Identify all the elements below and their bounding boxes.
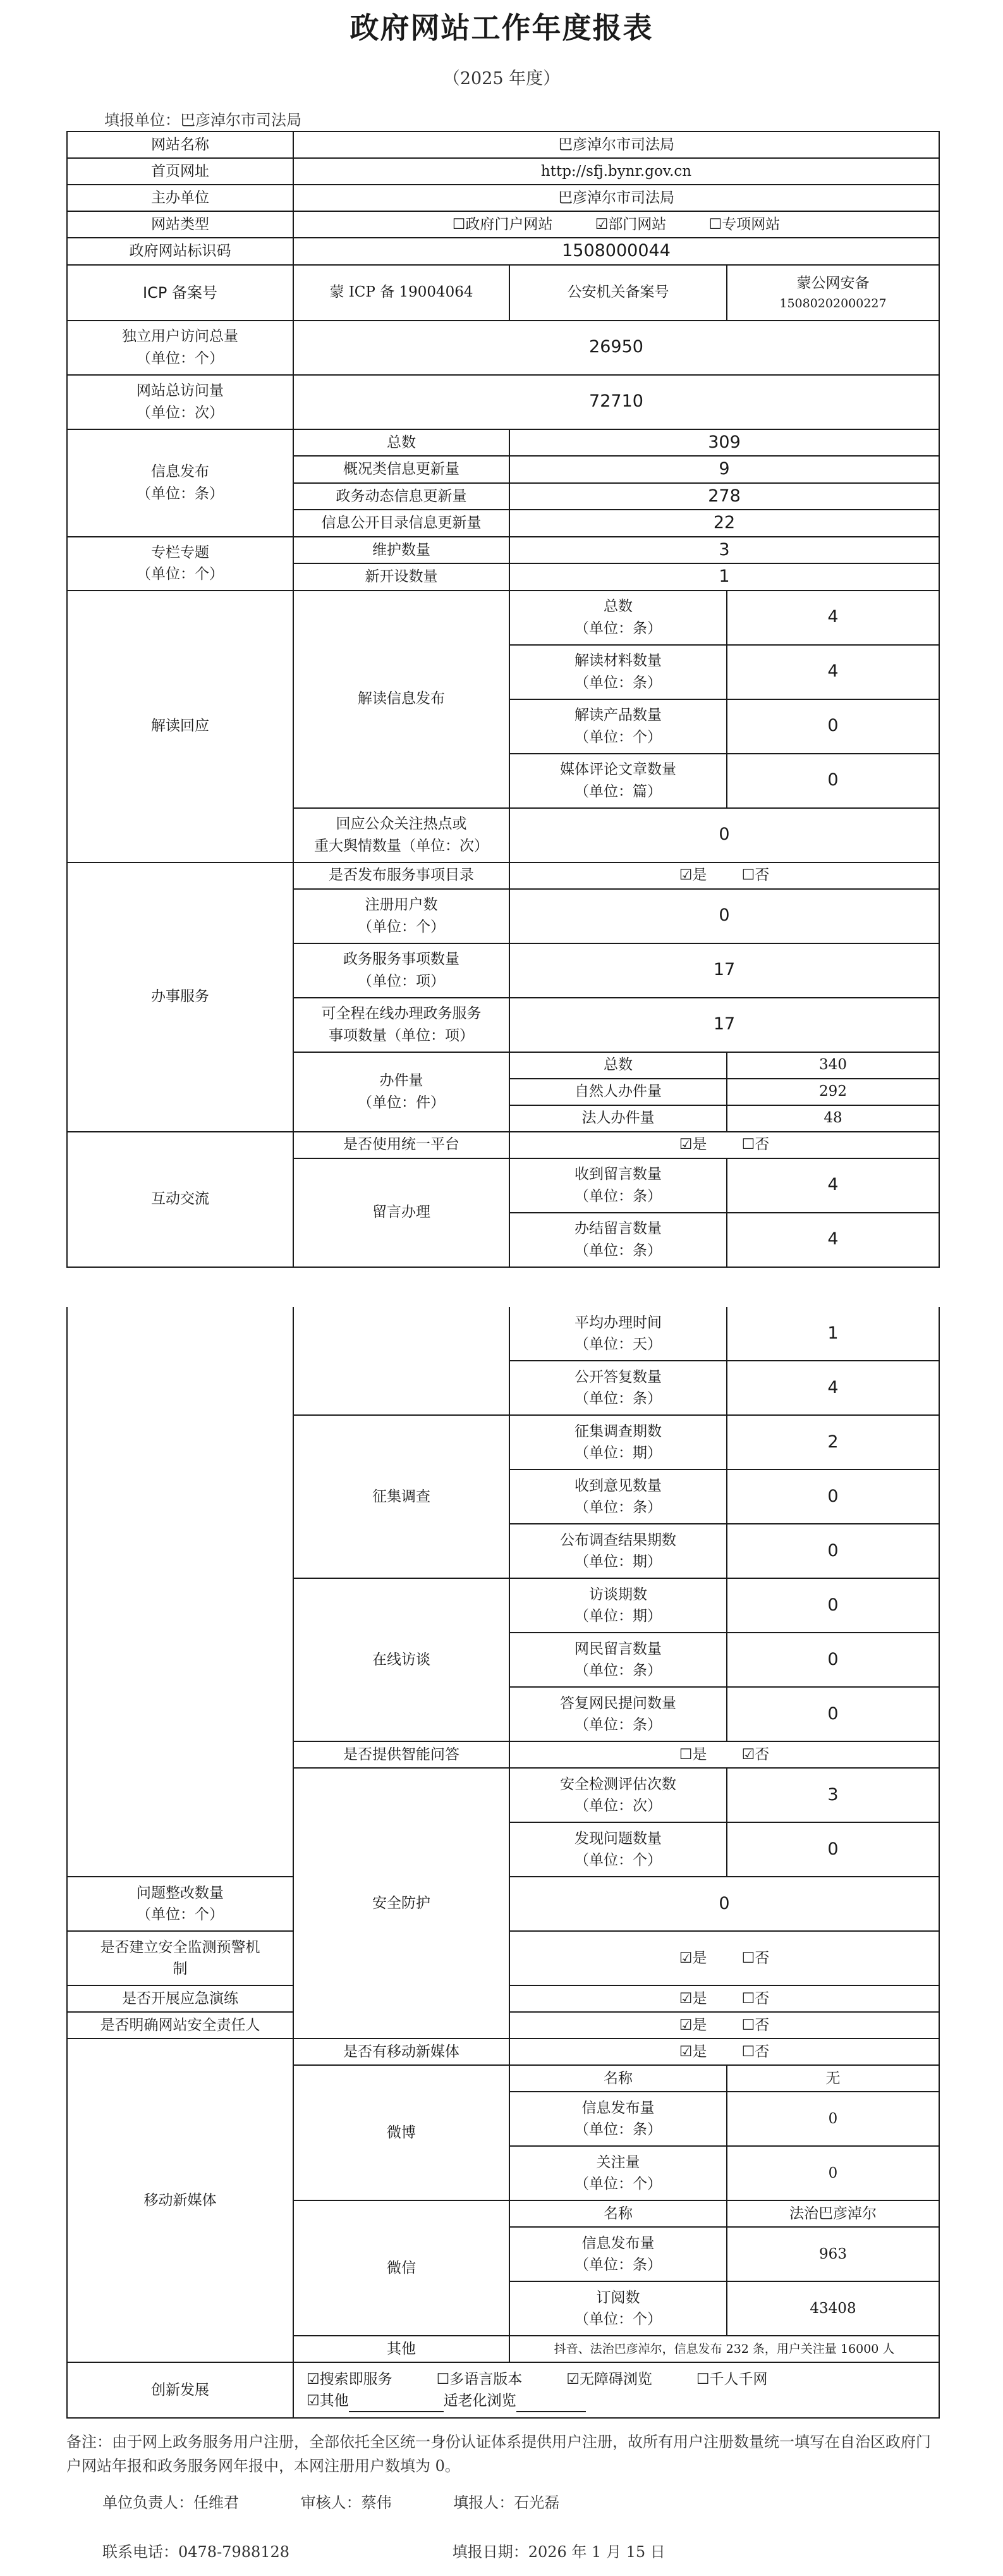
- other-blank-line-end: [516, 2397, 586, 2412]
- security-eval-label-line2: （单位：次）: [574, 1798, 662, 1814]
- service-users-label-line2: （单位：个）: [358, 918, 445, 935]
- checkbox-smart-no[interactable]: ☑否: [741, 1746, 770, 1763]
- other-value: 适老化浏览: [443, 2393, 516, 2409]
- interact-recv: 4: [727, 1158, 939, 1213]
- column-label-line1: 专栏专题: [151, 544, 209, 561]
- pv-label-line1: 网站总访问量: [137, 383, 224, 399]
- service-catalog-options: [509, 862, 939, 889]
- interpret-label: 解读回应: [67, 591, 293, 862]
- interview-answers-label-line2: （单位：条）: [574, 1717, 662, 1733]
- checkbox-accessibility[interactable]: ☑无障碍浏览: [566, 2371, 652, 2388]
- wechat-pub-label: [509, 2227, 727, 2281]
- info-overview: 9: [509, 456, 939, 483]
- mobile-has-label: 是否有移动新媒体: [293, 2039, 509, 2065]
- interpret-pub-label: 解读信息发布: [293, 591, 509, 808]
- interact-avg: 1: [727, 1307, 939, 1361]
- wechat-sub-label-line1: 订阅数: [596, 2289, 640, 2306]
- column-new: 1: [509, 563, 939, 591]
- mobile-other: 抖音、法治巴彦淖尔，信息发布 232 条，用户关注量 16000 人: [509, 2336, 939, 2362]
- info-total-label: 总数: [293, 429, 509, 457]
- checkbox-drill-yes[interactable]: ☑是: [679, 1990, 707, 2007]
- uv-value: 26950: [293, 321, 939, 375]
- interpret-material-label-line2: （单位：条）: [574, 674, 662, 691]
- interpret-product-label-line1: 解读产品数量: [574, 707, 662, 723]
- service-label: 办事服务: [67, 862, 293, 1132]
- interact-public: 4: [727, 1361, 939, 1415]
- security-eval-label-line1: 安全检测评估次数: [560, 1776, 676, 1793]
- survey-periods-label-line1: 征集调查期数: [574, 1423, 662, 1440]
- wechat-sub-label-line2: （单位：个）: [574, 2311, 662, 2328]
- mobile-other-label: 其他: [293, 2336, 509, 2362]
- survey-label: 征集调查: [293, 1415, 509, 1578]
- info-label: [67, 429, 293, 537]
- interact-done-label-line2: （单位：条）: [574, 1242, 662, 1259]
- weibo-name: 无: [727, 2065, 939, 2092]
- service-online-label-line2: 事项数量（单位：项）: [329, 1027, 474, 1044]
- interact-done: 4: [727, 1213, 939, 1267]
- icp-label: ICP 备案号: [67, 265, 293, 321]
- column-maintain: 3: [509, 537, 939, 564]
- weibo-follow-label-line1: 关注量: [596, 2154, 640, 2171]
- interpret-media-label-line2: （单位：篇）: [574, 783, 662, 800]
- info-label-line1: 信息发布: [151, 463, 209, 480]
- checkbox-resp-no[interactable]: ☐否: [741, 2016, 770, 2033]
- security-fixed-label-line2: （单位：个）: [137, 1906, 224, 1923]
- remark: 备注：由于网上政务服务用户注册，全部依托全区统一身份认证体系提供用户注册，故所有用户注册数量统一填写在自治区政府门户网站年报和政务服务网年报中，本网注册用户数填为 0。: [66, 2433, 931, 2475]
- contact-phone: 联系电话：0478-7988128: [102, 2543, 290, 2561]
- interview-periods-label-line1: 访谈期数: [589, 1586, 647, 1603]
- page-title: 政府网站工作年度报表: [350, 11, 653, 45]
- checkbox-portal[interactable]: ☐政府门户网站: [452, 216, 553, 233]
- info-open: 22: [509, 510, 939, 537]
- interview-periods: 0: [727, 1578, 939, 1633]
- site-type-label: 网站类型: [67, 211, 293, 238]
- interact-platform-options: [509, 1132, 939, 1158]
- report-table-part2: [66, 1307, 940, 2419]
- interview-answers: 0: [727, 1687, 939, 1741]
- checkbox-mobile-yes[interactable]: ☑是: [679, 2043, 707, 2060]
- security-monitor-label: [67, 1931, 293, 1985]
- wechat-sub: 43408: [727, 2281, 939, 2336]
- survey-results-label-line2: （单位：期）: [574, 1554, 662, 1570]
- security-found-label: [509, 1822, 727, 1877]
- security-monitor-options: [509, 1931, 939, 1985]
- weibo-label: 微博: [293, 2065, 509, 2200]
- homepage-label: 首页网址: [67, 158, 293, 185]
- info-news: 278: [509, 483, 939, 510]
- survey-opinions-label-line1: 收到意见数量: [574, 1477, 662, 1494]
- interview-label: 在线访谈: [293, 1578, 509, 1741]
- checkbox-mobile-no[interactable]: ☐否: [741, 2043, 770, 2060]
- info-label-line2: （单位：条）: [137, 485, 224, 502]
- interact-label: 互动交流: [67, 1132, 293, 1267]
- weibo-follow-label-line2: （单位：个）: [574, 2176, 662, 2192]
- interpret-total-label-line2: （单位：条）: [574, 620, 662, 637]
- interview-msgs: 0: [727, 1633, 939, 1687]
- interact-avg-label-line1: 平均办理时间: [574, 1314, 662, 1331]
- interpret-media-label: [509, 754, 727, 808]
- interpret-material: 4: [727, 645, 939, 699]
- survey-opinions-label: [509, 1469, 727, 1524]
- handle-person-label: 自然人办件量: [509, 1079, 727, 1105]
- column-maintain-label: 维护数量: [293, 537, 509, 564]
- checkbox-platform-yes[interactable]: ☑是: [679, 1136, 707, 1153]
- handle-total-label: 总数: [509, 1052, 727, 1079]
- survey-results-label: [509, 1524, 727, 1578]
- mobile-has-options: [509, 2039, 939, 2065]
- security-label: 安全防护: [293, 1768, 509, 2039]
- security-monitor-label-line1: 是否建立安全监测预警机: [100, 1939, 260, 1956]
- signature-row: [102, 2490, 616, 2512]
- checkbox-platform-no[interactable]: ☐否: [741, 1136, 770, 1153]
- service-items-label-line2: （单位：项）: [358, 972, 445, 990]
- interview-msgs-label: [509, 1633, 727, 1687]
- site-id-label: 政府网站标识码: [67, 238, 293, 265]
- smart-qa-options: [509, 1741, 939, 1768]
- service-handle-label-line2: （单位：件）: [358, 1094, 445, 1111]
- interact-done-label: [509, 1213, 727, 1267]
- interpret-product-label-line2: （单位：个）: [574, 728, 662, 745]
- interview-answers-label: [509, 1687, 727, 1741]
- service-items-label: [293, 943, 509, 998]
- column-label-line2: （单位：个）: [137, 566, 224, 582]
- interpret-total-label-line1: 总数: [604, 598, 633, 615]
- uv-label-line1: 独立用户访问总量: [122, 328, 238, 345]
- interact-public-label: [509, 1361, 727, 1415]
- interact-avg-label: [509, 1307, 727, 1361]
- police-number-line2: 15080202000227: [779, 296, 887, 310]
- column-label: [67, 537, 293, 591]
- interpret-total-label: [509, 591, 727, 645]
- interpret-respond-label: [293, 808, 509, 862]
- interpret-media: 0: [727, 754, 939, 808]
- checkbox-smart-yes[interactable]: ☐是: [679, 1746, 707, 1763]
- checkbox-personalized[interactable]: ☐千人千网: [696, 2371, 768, 2388]
- reporting-unit: 填报单位：巴彦淖尔市司法局: [104, 111, 301, 129]
- interact-public-label-line1: 公开答复数量: [574, 1368, 662, 1385]
- interact-recv-label-line1: 收到留言数量: [574, 1166, 662, 1182]
- security-resp-label: 是否明确网站安全责任人: [67, 2012, 293, 2039]
- checkbox-department[interactable]: ☑部门网站: [595, 216, 667, 233]
- uv-label: [67, 321, 293, 375]
- interpret-respond-label-line1: 回应公众关注热点或: [336, 816, 467, 832]
- site-type-options: [293, 211, 939, 238]
- service-online: 17: [509, 998, 939, 1052]
- service-online-label-line1: 可全程在线办理政务服务: [321, 1005, 482, 1022]
- info-total: 309: [509, 429, 939, 457]
- security-monitor-label-line2: 制: [173, 1961, 188, 1977]
- interpret-material-label-line1: 解读材料数量: [574, 653, 662, 669]
- checkbox-special[interactable]: ☐专项网站: [708, 216, 781, 233]
- interpret-product-label: [509, 699, 727, 754]
- smart-qa-label: 是否提供智能问答: [293, 1741, 509, 1768]
- checkbox-resp-yes[interactable]: ☑是: [679, 2016, 707, 2033]
- wechat-name: 法治巴彦淖尔: [727, 2200, 939, 2227]
- report-year: （2025 年度）: [442, 69, 561, 89]
- interview-msgs-label-line2: （单位：条）: [574, 1662, 662, 1679]
- wechat-sub-label: [509, 2281, 727, 2336]
- handle-person: 292: [727, 1079, 939, 1105]
- service-online-label: [293, 998, 509, 1052]
- wechat-pub: 963: [727, 2227, 939, 2281]
- security-fixed-label: [67, 1877, 293, 1931]
- survey-periods-label: [509, 1415, 727, 1469]
- weibo-name-label: 名称: [509, 2065, 727, 2092]
- checkbox-catalog-no[interactable]: ☐否: [741, 867, 770, 884]
- interact-recv-label-line2: （单位：条）: [574, 1187, 662, 1205]
- checkbox-catalog-yes[interactable]: ☑是: [679, 867, 707, 884]
- info-overview-label: 概况类信息更新量: [293, 456, 509, 483]
- contact-row: [102, 2539, 824, 2561]
- interpret-material-label: [509, 645, 727, 699]
- police-label: 公安机关备案号: [509, 265, 727, 321]
- info-open-label: 信息公开目录信息更新量: [293, 510, 509, 537]
- weibo-pub-label-line1: 信息发布量: [581, 2099, 655, 2116]
- pv-value: 72710: [293, 375, 939, 429]
- other-blank-line: [349, 2397, 444, 2412]
- interact-done-label-line1: 办结留言数量: [574, 1220, 662, 1237]
- interact-public-label-line2: （单位：条）: [574, 1390, 662, 1407]
- site-id: 1508000044: [293, 238, 939, 265]
- interact-msg-label: 留言办理: [293, 1158, 509, 1267]
- interact-avg-label-line2: （单位：天）: [574, 1336, 662, 1352]
- uv-label-line2: （单位：个）: [137, 350, 224, 367]
- police-number: [727, 265, 939, 321]
- site-name-label: 网站名称: [67, 132, 293, 158]
- security-fixed-label-line1: 问题整改数量: [137, 1884, 224, 1901]
- service-users-label: [293, 889, 509, 943]
- handle-legal: 48: [727, 1105, 939, 1132]
- survey-opinions-label-line2: （单位：条）: [574, 1499, 662, 1516]
- survey-opinions: 0: [727, 1469, 939, 1524]
- mobile-label: 移动新媒体: [67, 2039, 293, 2362]
- reviewer: 审核人：蔡伟: [300, 2494, 392, 2512]
- wechat-label: 微信: [293, 2200, 509, 2336]
- interpret-media-label-line1: 媒体评论文章数量: [560, 761, 676, 778]
- checkbox-monitor-no[interactable]: ☐否: [741, 1949, 770, 1966]
- service-items: 17: [509, 943, 939, 998]
- interpret-respond-label-line2: 重大舆情数量（单位：次）: [314, 837, 489, 854]
- info-news-label: 政务动态信息更新量: [293, 483, 509, 510]
- unit-head: 单位负责人：任维君: [102, 2494, 239, 2512]
- site-name: 巴彦淖尔市司法局: [293, 132, 939, 158]
- interact-recv-label: [509, 1158, 727, 1213]
- weibo-follow: 0: [727, 2146, 939, 2200]
- filler: 填报人：石光磊: [453, 2494, 560, 2512]
- security-eval: 3: [727, 1768, 939, 1822]
- interview-periods-label: [509, 1578, 727, 1633]
- service-users-label-line1: 注册用户数: [365, 897, 438, 913]
- survey-periods-label-line2: （单位：期）: [574, 1445, 662, 1461]
- service-items-label-line1: 政务服务事项数量: [343, 951, 459, 967]
- service-catalog-label: 是否发布服务事项目录: [293, 862, 509, 889]
- pv-label: [67, 375, 293, 429]
- interpret-product: 0: [727, 699, 939, 754]
- host-label: 主办单位: [67, 185, 293, 211]
- wechat-pub-label-line2: （单位：条）: [574, 2257, 662, 2273]
- weibo-pub: 0: [727, 2092, 939, 2146]
- report-table-part1: [66, 131, 940, 1268]
- interact-platform-label: 是否使用统一平台: [293, 1132, 509, 1158]
- handle-total: 340: [727, 1052, 939, 1079]
- weibo-pub-label-line2: （单位：条）: [574, 2121, 662, 2138]
- icp-number: 蒙 ICP 备 19004064: [293, 265, 509, 321]
- checkbox-monitor-yes[interactable]: ☑是: [679, 1949, 707, 1966]
- homepage-url: http://sfj.bynr.gov.cn: [293, 158, 939, 185]
- wechat-name-label: 名称: [509, 2200, 727, 2227]
- survey-results-label-line1: 公布调查结果期数: [560, 1531, 676, 1549]
- security-resp-options: [509, 2012, 939, 2039]
- checkbox-search-service[interactable]: ☑搜索即服务: [307, 2371, 392, 2388]
- interview-msgs-label-line1: 网民留言数量: [574, 1640, 662, 1657]
- innovation-label: 创新发展: [67, 2362, 293, 2418]
- checkbox-other[interactable]: ☑其他: [307, 2393, 349, 2409]
- checkbox-multi-language[interactable]: ☐多语言版本: [436, 2371, 523, 2388]
- interpret-total: 4: [727, 591, 939, 645]
- service-handle-label-line1: 办件量: [379, 1072, 423, 1089]
- service-handle-label: [293, 1052, 509, 1132]
- checkbox-drill-no[interactable]: ☐否: [741, 1990, 770, 2007]
- interact-label-continued: [67, 1307, 293, 1877]
- interpret-respond: 0: [509, 808, 939, 862]
- handle-legal-label: 法人办件量: [509, 1105, 727, 1132]
- security-found-label-line2: （单位：个）: [574, 1852, 662, 1868]
- survey-results: 0: [727, 1524, 939, 1578]
- host-unit: 巴彦淖尔市司法局: [293, 185, 939, 211]
- police-number-line1: 蒙公网安备: [796, 275, 870, 291]
- security-eval-label: [509, 1768, 727, 1822]
- fill-date: 填报日期：2026 年 1 月 15 日: [452, 2543, 666, 2561]
- security-drill-options: [509, 1985, 939, 2012]
- service-users: 0: [509, 889, 939, 943]
- survey-periods: 2: [727, 1415, 939, 1469]
- security-drill-label: 是否开展应急演练: [67, 1985, 293, 2012]
- weibo-pub-label: [509, 2092, 727, 2146]
- interact-msg-label-continued: [293, 1307, 509, 1415]
- wechat-pub-label-line1: 信息发布量: [581, 2235, 655, 2252]
- column-new-label: 新开设数量: [293, 563, 509, 591]
- security-found-label-line1: 发现问题数量: [574, 1830, 662, 1847]
- interview-periods-label-line2: （单位：期）: [574, 1608, 662, 1624]
- security-fixed: 0: [509, 1877, 939, 1931]
- interview-answers-label-line1: 答复网民提问数量: [560, 1695, 676, 1712]
- pv-label-line2: （单位：次）: [137, 404, 224, 421]
- weibo-follow-label: [509, 2146, 727, 2200]
- security-found: 0: [727, 1822, 939, 1877]
- innovation-options: [293, 2362, 939, 2418]
